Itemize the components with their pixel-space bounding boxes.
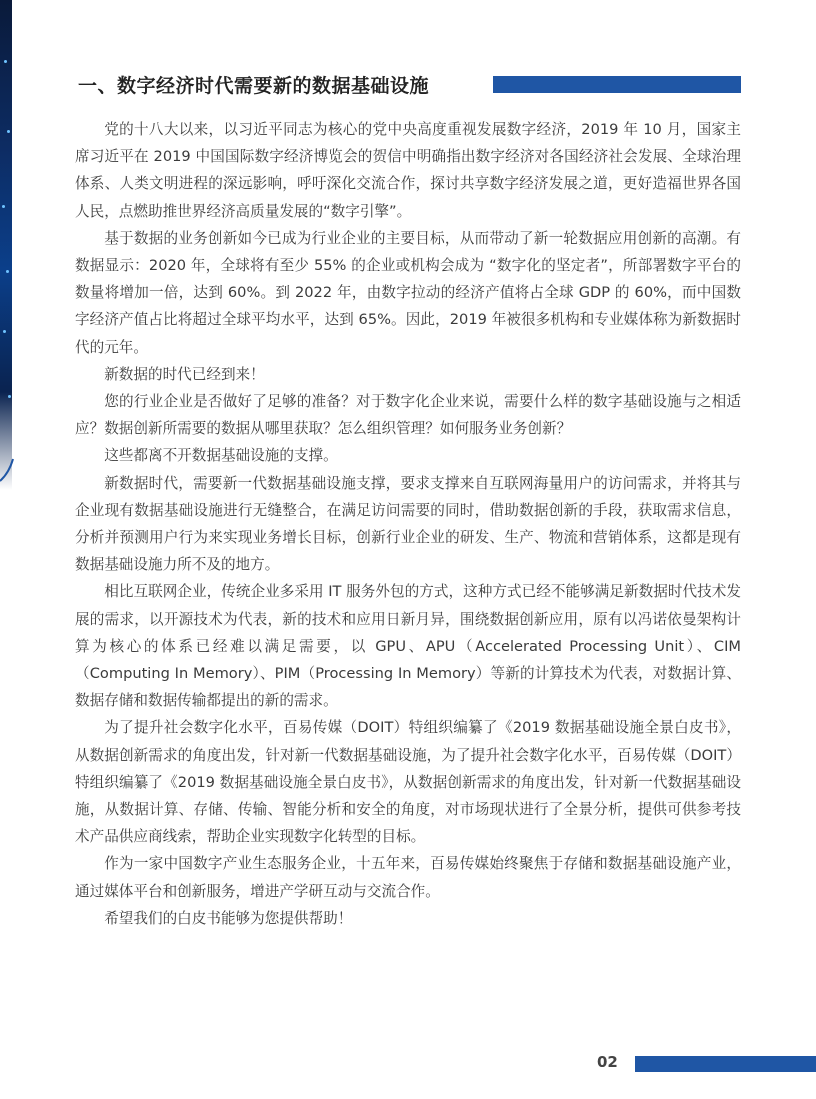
paragraph-9: 作为一家中国数字产业生态服务企业，十五年来，百易传媒始终聚焦于存储和数据基础设施产业，通过媒体平台和创新服务，增进产学研互动与交流合作。: [75, 855, 741, 900]
section-title: 一、数字经济时代需要新的数据基础设施: [78, 75, 430, 97]
paragraph-5: 这些都离不开数据基础设施的支撑。: [104, 447, 338, 465]
left-decorative-strip: [0, 0, 12, 490]
strip-light-dot: [6, 270, 9, 273]
body-text: [75, 116, 741, 932]
strip-light-dot: [3, 330, 6, 333]
paragraph-6: 新数据时代，需要新一代数据基础设施支撑，要求支撑来自互联网海量用户的访问需求，并将其与企业现有数据基础设施进行无缝整合，在满足访问需要的同时，借助数据创新的手段，获取需求信息，分析并预测用户行为来实现业务增长目标，创新行业企业的研发、生产、物流和营销体系，这都是现有数据基础设施力所不及的地方。: [75, 474, 741, 574]
paragraph-10: 希望我们的白皮书能够为您提供帮助！: [104, 909, 353, 927]
paragraph-1: 党的十八大以来，以习近平同志为核心的党中央高度重视发展数字经济，2019 年 10 月，国家主席习近平在 2019 中国国际数字经济博览会的贺信中明确指出数字经济对各国经济社会发展、全球治理体系、人类文明进程的深远影响，呼吁深化交流合作，探讨共享数字经济发展之道，更好造福世界各国人民，点燃助推世界经济高质量发展的“数字引擎”。: [75, 121, 741, 220]
paragraph-8: 为了提升社会数字化水平，百易传媒（DOIT）特组织编纂了《2019 数据基础设施全景白皮书》，从数据创新需求的角度出发，针对新一代数据基础设施，为了提升社会数字化水平，百易传媒（DOIT）特组织编纂了《2019 数据基础设施全景白皮书》，从数据创新需求的角度出发，针对新一代数据基础设施，从数据计算、存储、传输、智能分析和安全的角度，对市场现状进行了全景分析，提供可供参考技术产品供应商线索，帮助企业实现数字化转型的目标。: [75, 719, 741, 846]
paragraph-7: 相比互联网企业，传统企业多采用 IT 服务外包的方式，这种方式已经不能够满足新数据时代技术发展的需求，以开源技术为代表，新的技术和应用日新月异，围绕数据创新应用，原有以冯诺依曼架构计算为核心的体系已经难以满足需要，以 GPU、APU（Accelerated Processing Unit）、CIM（Computing In Memory）、PIM（Processing In Memory）等新的计算技术为代表，对数据计算、数据存储和数据传输都提出的新的需求。: [75, 583, 741, 710]
footer-accent-bar: [635, 1056, 816, 1072]
section-header: [78, 72, 741, 102]
strip-light-dot: [7, 130, 10, 133]
strip-light-dot: [2, 205, 5, 208]
paragraph-2: 基于数据的业务创新如今已成为行业企业的主要目标，从而带动了新一轮数据应用创新的高潮。有数据显示：2020 年，全球将有至少 55% 的企业或机构会成为 “数字化的坚定者”，所部署数字平台的数量将增加一倍，达到 60%。到 2022 年，由数字拉动的经济产值将占全球 GDP 的 60%，而中国数字经济产值占比将超过全球平均水平，达到 65%。因此，2019 年被很多机构和专业媒体称为新数据时代的元年。: [75, 229, 741, 356]
page-number: 02: [597, 1053, 618, 1071]
decorative-curve-icon: [0, 455, 14, 485]
strip-light-dot: [4, 60, 7, 63]
paragraph-3: 新数据的时代已经到来！: [104, 365, 265, 383]
title-accent-bar: [493, 76, 741, 93]
page-footer: [0, 1052, 816, 1076]
paragraph-4: 您的行业企业是否做好了足够的准备？对于数字化企业来说，需要什么样的数字基础设施与之相适应？数据创新所需要的数据从哪里获取？怎么组织管理？如何服务业务创新？: [75, 393, 741, 438]
strip-light-dot: [8, 395, 11, 398]
